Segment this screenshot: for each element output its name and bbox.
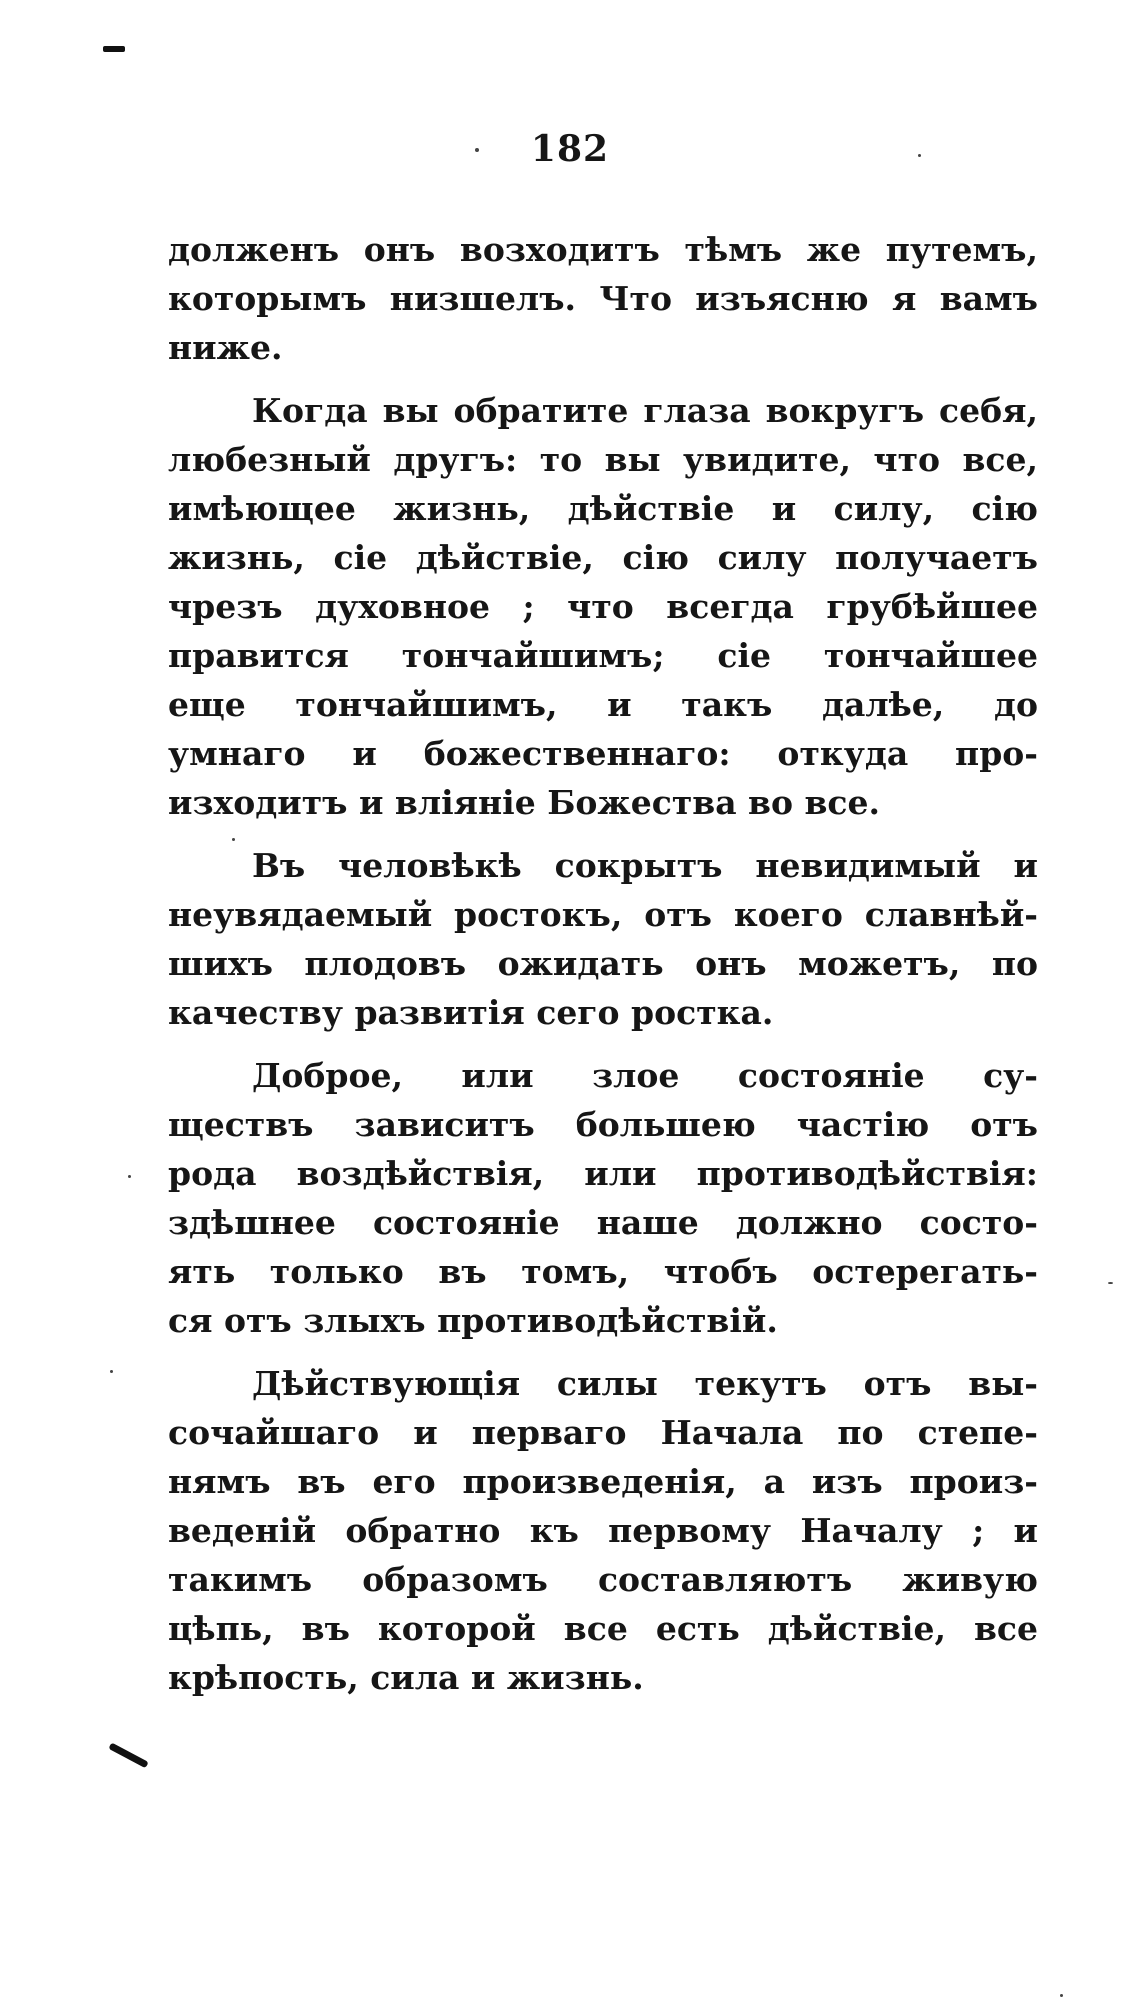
text-line: Дѣйствующія силы текутъ отъ вы- <box>252 1364 1038 1403</box>
paragraph-3 <box>168 841 1038 1037</box>
text-line: долженъ онъ возходитъ тѣмъ же путемъ, <box>168 230 1038 269</box>
body-text <box>168 225 1038 1702</box>
paragraph-gap <box>168 1037 1038 1051</box>
paragraph-gap <box>168 827 1038 841</box>
ink-mark-bottom-left <box>108 1742 148 1768</box>
text-line: рода воздѣйствія, или противодѣйствія: <box>168 1154 1038 1193</box>
text-line: веденій обратно къ первому Началу ; и <box>168 1511 1038 1550</box>
page-number: 182 <box>530 128 610 170</box>
scan-speck <box>128 1175 131 1178</box>
text-line: нямъ въ его произведенія, а изъ произ- <box>168 1462 1038 1501</box>
text-line: неувядаемый ростокъ, отъ коего славнѣй- <box>168 895 1038 934</box>
text-line: жизнь, сіе дѣйствіе, сію силу получаетъ <box>168 538 1038 577</box>
paragraph-4 <box>168 1051 1038 1345</box>
text-line: ниже. <box>168 328 283 367</box>
text-line: еще тончайшимъ, и такъ далѣе, до <box>168 685 1038 724</box>
text-line: любезный другъ: то вы увидите, что все, <box>168 440 1038 479</box>
paragraph-5 <box>168 1359 1038 1702</box>
text-line: чрезъ духовное ; что всегда грубѣйшее <box>168 587 1038 626</box>
text-line: Доброе, или злое состояніе су- <box>252 1056 1038 1095</box>
scan-speck <box>1108 1282 1113 1284</box>
text-line: которымъ низшелъ. Что изъясню я вамъ <box>168 279 1038 318</box>
text-line: крѣпость, сила и жизнь. <box>168 1658 644 1697</box>
text-line: качеству развитія сего ростка. <box>168 993 774 1032</box>
text-line: такимъ образомъ составляютъ живую <box>168 1560 1038 1599</box>
paragraph-1 <box>168 225 1038 372</box>
text-line: шихъ плодовъ ожидать онъ можетъ, по <box>168 944 1038 983</box>
text-line: здѣшнее состояніе наше должно состо- <box>168 1203 1038 1242</box>
ink-mark-top-left <box>103 46 125 52</box>
text-line: имѣющее жизнь, дѣйствіе и силу, сію <box>168 489 1038 528</box>
scan-speck <box>110 1370 113 1373</box>
text-line: правится тончайшимъ; сіе тончайшее <box>168 636 1038 675</box>
text-line: цѣпь, въ которой все есть дѣйствіе, все <box>168 1609 1038 1648</box>
text-line: Въ человѣкѣ сокрытъ невидимый и <box>252 846 1038 885</box>
text-line: сочайшаго и перваго Начала по степе- <box>168 1413 1038 1452</box>
text-line: Когда вы обратите глаза вокругъ себя, <box>252 391 1038 430</box>
paragraph-gap <box>168 372 1038 386</box>
text-line: ся отъ злыхъ противодѣйствій. <box>168 1301 778 1340</box>
text-line: умнаго и божественнаго: откуда про- <box>168 734 1038 773</box>
text-line: изходитъ и вліяніе Божества во все. <box>168 783 880 822</box>
paragraph-2 <box>168 386 1038 827</box>
paragraph-gap <box>168 1345 1038 1359</box>
text-line: ществъ зависитъ большею частію отъ <box>168 1105 1038 1144</box>
text-line: ять только въ томъ, чтобъ остерегать- <box>168 1252 1038 1291</box>
